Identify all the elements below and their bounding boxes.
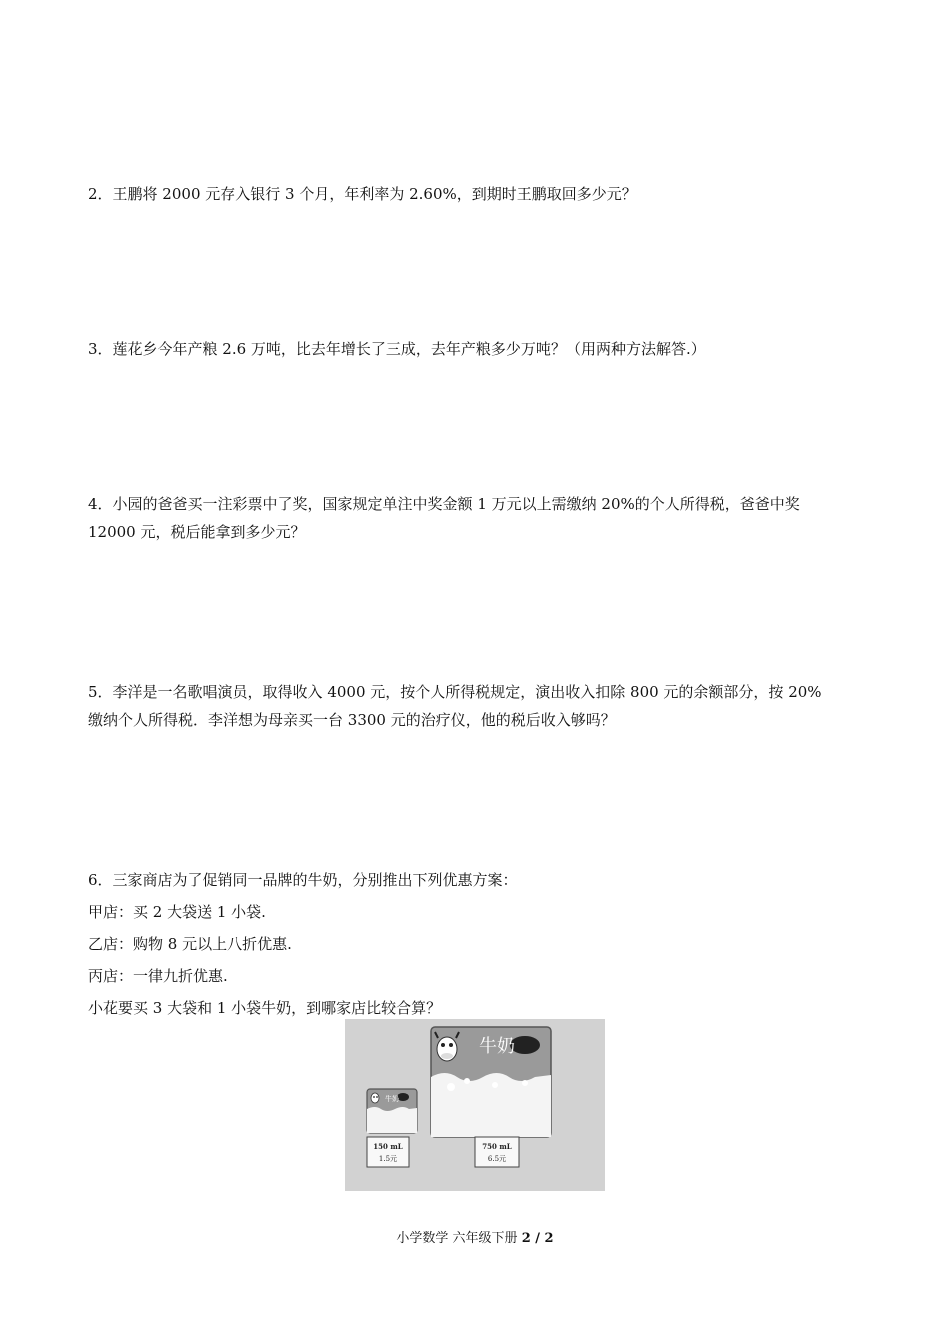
small-bag-label <box>367 1137 409 1167</box>
question-5 <box>88 678 878 734</box>
question-4 <box>88 490 878 546</box>
question-2 <box>88 180 878 208</box>
question-6 <box>88 864 878 1024</box>
small-bag-volume: 150 mL <box>373 1142 403 1151</box>
cow-icon-small <box>371 1093 379 1103</box>
milk-bags-figure <box>345 1019 605 1191</box>
question-5-line-2: 缴纳个人所得税．李洋想为母亲买一台 3300 元的治疗仪，他的税后收入够吗？ <box>88 711 616 729</box>
question-6-shop-a: 甲店：买 2 大袋送 1 小袋. <box>88 903 266 921</box>
page-number: 2 / 2 <box>521 1231 554 1246</box>
large-bag-label <box>475 1137 519 1167</box>
question-6-shop-c: 丙店：一律九折优惠. <box>88 967 228 985</box>
question-4-line-2: 12000 元，税后能拿到多少元？ <box>88 523 306 541</box>
question-6-shop-b: 乙店：购物 8 元以上八折优惠. <box>88 935 292 953</box>
small-bag-brand: 牛奶 <box>385 1095 399 1103</box>
milk-bags-illustration <box>345 1019 605 1191</box>
large-bag-brand: 牛奶 <box>479 1036 515 1057</box>
large-bag-price: 6.5元 <box>487 1155 507 1163</box>
question-2-line-1: 2．王鹏将 2000 元存入银行 3 个月，年利率为 2.60%，到期时王鹏取回多少元？ <box>88 185 637 203</box>
question-6-line-1: 6．三家商店为了促销同一品牌的牛奶，分别推出下列优惠方案： <box>88 871 518 889</box>
question-3 <box>88 335 878 363</box>
question-6-question: 小花要买 3 大袋和 1 小袋牛奶，到哪家店比较合算？ <box>88 999 442 1017</box>
footer-subject: 小学数学 六年级下册 <box>396 1231 518 1246</box>
large-milk-bag <box>431 1027 551 1137</box>
question-3-line-1: 3．莲花乡今年产粮 2.6 万吨，比去年增长了三成，去年产粮多少万吨？（用两种方法解答.） <box>88 340 706 358</box>
question-4-line-1: 4．小园的爸爸买一注彩票中了奖，国家规定单注中奖金额 1 万元以上需缴纳 20%的个人所得税，爸爸中奖 <box>88 495 800 513</box>
small-bag-price: 1.5元 <box>378 1155 398 1163</box>
question-5-line-1: 5．李洋是一名歌唱演员，取得收入 4000 元，按个人所得税规定，演出收入扣除 800 元的余额部分，按 20% <box>88 683 822 701</box>
small-milk-bag <box>367 1089 417 1133</box>
page-footer <box>0 1227 950 1246</box>
large-bag-volume: 750 mL <box>482 1142 512 1151</box>
